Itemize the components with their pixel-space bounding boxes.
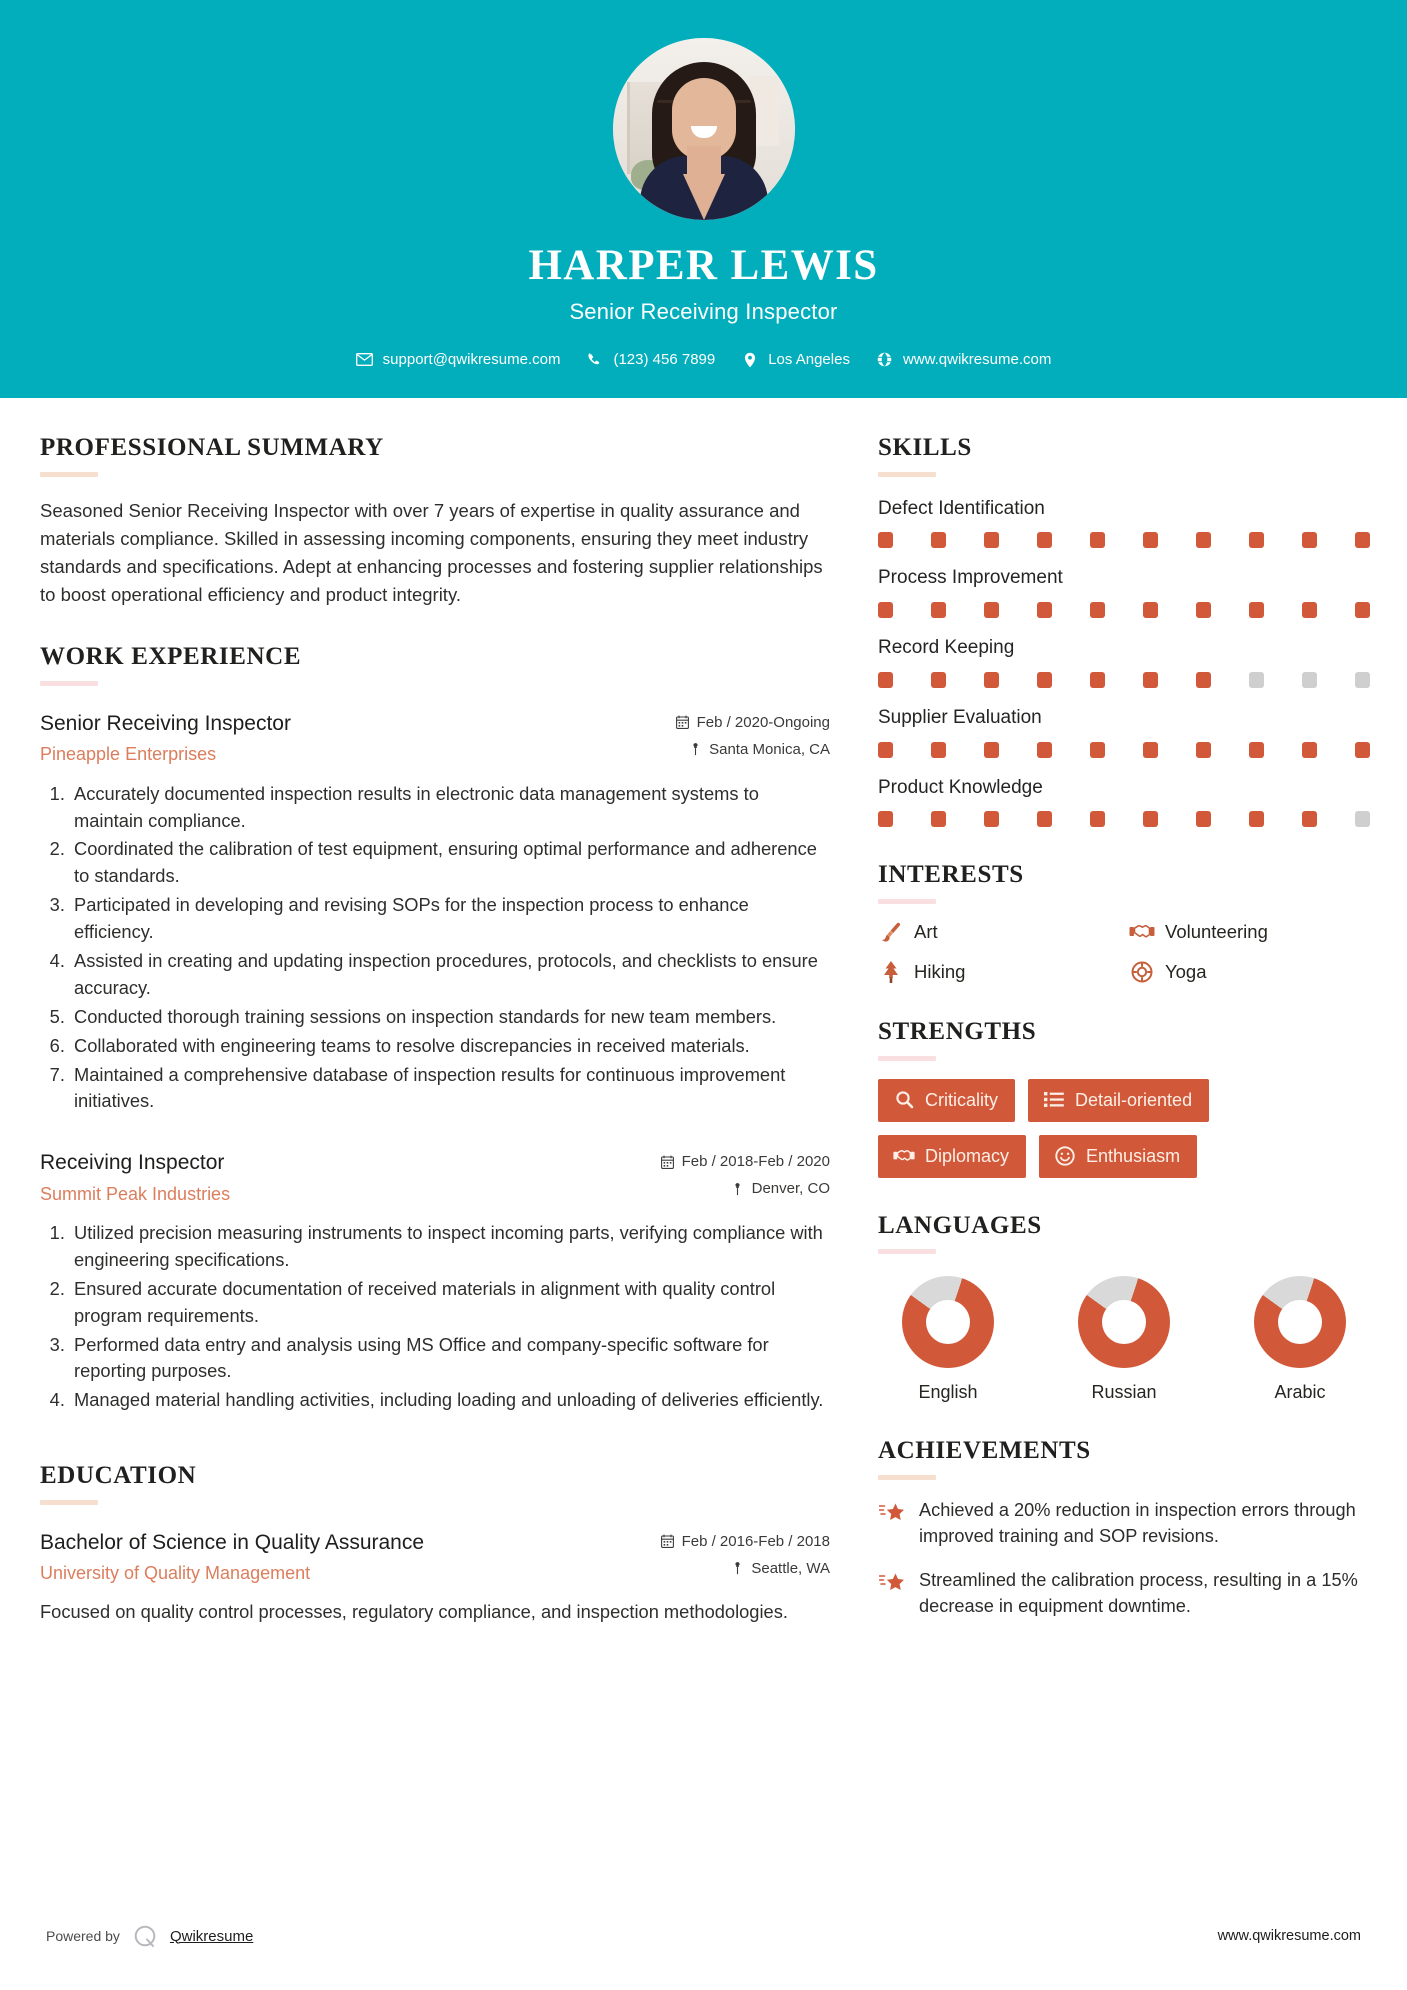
skill-dot-filled	[878, 742, 893, 758]
section-title-strengths: STRENGTHS	[878, 1017, 1037, 1045]
skill-dot-filled	[1249, 811, 1264, 827]
star-icon	[878, 1568, 908, 1596]
strength-chip-detail-oriented[interactable]	[1028, 1079, 1209, 1122]
skill-dot-filled	[1355, 602, 1370, 618]
work-organization: Summit Peak Industries	[40, 1183, 231, 1204]
education-location	[661, 1560, 830, 1577]
section-work-experience	[40, 643, 830, 1414]
skill-dot-filled	[931, 602, 946, 618]
strengths-list	[878, 1079, 1370, 1178]
skill-dot-filled	[1090, 672, 1105, 688]
skill-dot-filled	[1090, 532, 1105, 548]
qwikresume-brand[interactable]: Qwikresume	[169, 1927, 254, 1945]
section-interests	[878, 861, 1370, 984]
skill-dot-filled	[1090, 602, 1105, 618]
contact-website[interactable]	[876, 351, 1051, 368]
interest-label: Art	[914, 920, 938, 942]
work-role: Senior Receiving Inspector	[40, 711, 291, 735]
skill-dot-filled	[1196, 602, 1211, 618]
skill-dot-filled	[931, 742, 946, 758]
list-item: 6. Collaborated with engineering teams to resolve discrepancies in received materials.	[70, 1033, 830, 1060]
section-rule	[40, 1500, 98, 1505]
work-location-text: Denver, CO	[751, 1180, 830, 1198]
skill-dot-filled	[1037, 602, 1052, 618]
language-donut-chart	[902, 1276, 994, 1368]
list-item: 7. Maintained a comprehensive database of inspection results for continuous improvement initiatives.	[70, 1062, 830, 1116]
tree-icon	[878, 960, 904, 984]
list-item: 5. Conducted thorough training sessions on inspection standards for new team members.	[70, 1004, 830, 1031]
work-date-text: Feb / 2020-Ongoing	[696, 713, 830, 731]
calendar-icon	[661, 1154, 675, 1169]
language-label: Arabic	[1274, 1382, 1326, 1403]
avatar	[613, 38, 795, 220]
skill-label: Defect Identification	[878, 497, 1045, 519]
skill-item	[878, 776, 1370, 828]
skill-dot-filled	[1196, 672, 1211, 688]
skill-dot-filled	[1249, 602, 1264, 618]
skill-dot-filled	[984, 672, 999, 688]
interest-label: Volunteering	[1165, 920, 1268, 942]
contact-bar	[0, 351, 1407, 368]
smiley-icon	[1054, 1146, 1076, 1166]
calendar-icon	[676, 715, 690, 730]
donut-hole	[1278, 1300, 1322, 1344]
strength-label: Enthusiasm	[1086, 1145, 1181, 1166]
skill-dot-filled	[1196, 532, 1211, 548]
section-education	[40, 1462, 830, 1625]
section-professional-summary	[40, 434, 830, 609]
skill-label: Supplier Evaluation	[878, 706, 1042, 728]
language-item	[1054, 1276, 1194, 1403]
skill-dot-filled	[1143, 602, 1158, 618]
strength-chip-diplomacy[interactable]	[878, 1135, 1026, 1178]
section-languages	[878, 1212, 1370, 1404]
skill-dot-empty	[1355, 811, 1370, 827]
list-item: 1. Accurately documented inspection results in electronic data management systems to maintain compliance.	[70, 781, 830, 835]
skill-item	[878, 636, 1370, 688]
page-footer	[0, 1882, 1407, 1990]
list-item: 3. Participated in developing and revising SOPs for the inspection process to enhance efficiency.	[70, 892, 830, 946]
section-rule	[40, 681, 98, 686]
language-item	[878, 1276, 1018, 1403]
interests-grid	[878, 920, 1370, 984]
interest-label: Yoga	[1165, 960, 1207, 982]
section-rule	[878, 472, 936, 477]
work-location	[676, 741, 830, 758]
language-label: English	[918, 1382, 978, 1403]
interest-item	[878, 920, 1119, 944]
achievement-text: Streamlined the calibration process, resulting in a 15% decrease in equipment downtime.	[919, 1569, 1358, 1616]
skill-rating	[878, 742, 1370, 758]
section-title-achievements: ACHIEVEMENTS	[878, 1437, 1091, 1465]
language-item	[1230, 1276, 1370, 1403]
skill-dot-filled	[878, 532, 893, 548]
skill-dot-filled	[1302, 532, 1317, 548]
skill-dot-filled	[1196, 811, 1211, 827]
achievement-text: Achieved a 20% reduction in inspection errors through improved training and SOP revisions.	[919, 1500, 1356, 1547]
phone-icon	[586, 351, 603, 368]
contact-phone-text: (123) 456 7899	[613, 351, 716, 369]
skill-dot-filled	[878, 672, 893, 688]
skill-label: Record Keeping	[878, 637, 1015, 659]
strength-chip-criticality[interactable]	[878, 1079, 1015, 1122]
summary-text: Seasoned Senior Receiving Inspector with over 7 years of expertise in quality assurance and materials compliance. Skilled in assessing incoming components, ensuring they meet industry standards and specifications. Adept at enhancing processes and fostering supplier relationships to boost operational efficiency and product integrity.	[40, 499, 823, 606]
contact-phone[interactable]	[586, 351, 715, 368]
skill-rating	[878, 532, 1370, 548]
right-column	[878, 434, 1370, 1620]
skill-dot-empty	[1302, 672, 1317, 688]
skill-item	[878, 497, 1370, 549]
work-location-text: Santa Monica, CA	[709, 740, 830, 758]
section-rule	[878, 899, 936, 904]
skill-dot-filled	[1249, 742, 1264, 758]
skill-dot-filled	[1090, 742, 1105, 758]
skill-dot-filled	[878, 602, 893, 618]
resume-body	[0, 398, 1407, 1625]
work-location	[661, 1180, 830, 1197]
work-role: Receiving Inspector	[40, 1151, 225, 1175]
languages-list	[878, 1276, 1370, 1403]
work-entry	[40, 710, 830, 1115]
section-skills	[878, 434, 1370, 827]
contact-email[interactable]	[356, 351, 561, 368]
skill-dot-filled	[1355, 742, 1370, 758]
skill-dot-filled	[1249, 532, 1264, 548]
skill-dot-filled	[984, 602, 999, 618]
skill-dot-filled	[1143, 742, 1158, 758]
section-title-summary: PROFESSIONAL SUMMARY	[40, 434, 384, 461]
skill-rating	[878, 602, 1370, 618]
skill-dot-filled	[1196, 742, 1211, 758]
section-title-work: WORK EXPERIENCE	[40, 643, 302, 671]
map-pin-icon	[731, 1181, 745, 1196]
list-icon	[1043, 1090, 1065, 1110]
star-icon	[878, 1498, 908, 1526]
contact-website-text: www.qwikresume.com	[902, 351, 1052, 369]
map-pin-icon	[688, 742, 702, 757]
skill-dot-filled	[1355, 532, 1370, 548]
section-title-skills: SKILLS	[878, 434, 972, 461]
skill-dot-filled	[1037, 742, 1052, 758]
skill-dot-empty	[1355, 672, 1370, 688]
qwikresume-logo-icon	[133, 1923, 159, 1949]
skill-dot-filled	[1037, 532, 1052, 548]
work-bullets	[40, 1220, 830, 1414]
skill-dot-filled	[931, 811, 946, 827]
contact-location-text: Los Angeles	[768, 351, 850, 369]
section-rule	[40, 472, 98, 477]
strength-chip-enthusiasm[interactable]	[1039, 1135, 1197, 1178]
skill-rating	[878, 811, 1370, 827]
work-entry	[40, 1149, 830, 1414]
work-organization: Pineapple Enterprises	[40, 744, 217, 765]
skill-dot-filled	[1143, 811, 1158, 827]
skill-label: Process Improvement	[878, 567, 1063, 589]
envelope-icon	[356, 351, 373, 368]
work-date	[661, 1153, 830, 1170]
skill-dot-filled	[1302, 742, 1317, 758]
powered-by-label: Powered by	[46, 1928, 120, 1944]
lifebuoy-icon	[1129, 960, 1155, 984]
skill-dot-filled	[1302, 811, 1317, 827]
skill-dot-filled	[1143, 532, 1158, 548]
donut-hole	[926, 1300, 970, 1344]
language-donut-chart	[1078, 1276, 1170, 1368]
language-donut-chart	[1254, 1276, 1346, 1368]
interest-item	[1129, 920, 1370, 944]
skill-rating	[878, 672, 1370, 688]
skill-dot-filled	[984, 811, 999, 827]
magnifier-icon	[893, 1090, 915, 1110]
education-date-text: Feb / 2016-Feb / 2018	[681, 1532, 830, 1550]
skill-dot-filled	[1143, 672, 1158, 688]
list-item: 1. Utilized precision measuring instruments to inspect incoming parts, verifying compliance with engineering specifications.	[70, 1220, 830, 1274]
language-label: Russian	[1091, 1382, 1157, 1403]
footer-website[interactable]: www.qwikresume.com	[1217, 1928, 1361, 1944]
skill-label: Product Knowledge	[878, 776, 1043, 798]
page-title: HARPER LEWIS	[528, 242, 879, 289]
work-date-text: Feb / 2018-Feb / 2020	[681, 1153, 830, 1171]
donut-hole	[1102, 1300, 1146, 1344]
skill-dot-filled	[931, 672, 946, 688]
section-title-education: EDUCATION	[40, 1462, 197, 1490]
job-title: Senior Receiving Inspector	[569, 299, 838, 325]
handshake-icon	[893, 1146, 915, 1166]
work-date	[676, 714, 830, 731]
contact-email-text: support@qwikresume.com	[382, 351, 561, 369]
interest-item	[878, 960, 1119, 984]
achievement-item	[878, 1498, 1370, 1550]
section-rule	[878, 1249, 936, 1254]
skill-item	[878, 566, 1370, 618]
interest-label: Hiking	[914, 960, 966, 982]
map-pin-icon	[730, 1561, 744, 1576]
education-entry	[40, 1529, 830, 1625]
education-location-text: Seattle, WA	[751, 1559, 830, 1577]
contact-location[interactable]	[741, 351, 850, 368]
list-item: 4. Assisted in creating and updating inspection procedures, protocols, and checklists to ensure accuracy.	[70, 948, 830, 1002]
section-title-interests: INTERESTS	[878, 861, 1024, 889]
left-column	[40, 434, 830, 1625]
skill-dot-filled	[1037, 811, 1052, 827]
skills-list	[878, 497, 1370, 827]
section-strengths	[878, 1018, 1370, 1178]
paintbrush-icon	[878, 920, 904, 944]
globe-icon	[876, 351, 893, 368]
interest-item	[1129, 960, 1370, 984]
education-description: Focused on quality control processes, regulatory compliance, and inspection methodologies.	[40, 1600, 788, 1622]
skill-dot-filled	[878, 811, 893, 827]
strength-label: Criticality	[925, 1089, 999, 1110]
education-degree: Bachelor of Science in Quality Assurance	[40, 1530, 425, 1554]
list-item: 2. Ensured accurate documentation of received materials in alignment with quality control program requirements.	[70, 1276, 830, 1330]
skill-dot-filled	[984, 532, 999, 548]
handshake-icon	[1129, 920, 1155, 944]
section-achievements	[878, 1437, 1370, 1619]
skill-dot-filled	[984, 742, 999, 758]
education-school: University of Quality Management	[40, 1563, 311, 1584]
section-rule	[878, 1056, 936, 1061]
calendar-icon	[661, 1534, 675, 1549]
section-title-languages: LANGUAGES	[878, 1211, 1042, 1239]
achievement-item	[878, 1568, 1370, 1620]
list-item: 4. Managed material handling activities, including loading and unloading of deliveries efficiently.	[70, 1387, 830, 1414]
skill-dot-filled	[1037, 672, 1052, 688]
resume-header	[0, 0, 1407, 398]
education-date	[661, 1533, 830, 1550]
section-rule	[878, 1475, 936, 1480]
list-item: 2. Coordinated the calibration of test equipment, ensuring optimal performance and adherence to standards.	[70, 836, 830, 890]
strength-label: Diplomacy	[925, 1145, 1010, 1166]
list-item: 3. Performed data entry and analysis using MS Office and company-specific software for reporting purposes.	[70, 1332, 830, 1386]
location-pin-icon	[741, 351, 758, 368]
skill-dot-filled	[931, 532, 946, 548]
strength-label: Detail-oriented	[1075, 1089, 1193, 1110]
skill-dot-filled	[1302, 602, 1317, 618]
skill-item	[878, 706, 1370, 758]
skill-dot-empty	[1249, 672, 1264, 688]
work-bullets	[40, 781, 830, 1116]
skill-dot-filled	[1090, 811, 1105, 827]
